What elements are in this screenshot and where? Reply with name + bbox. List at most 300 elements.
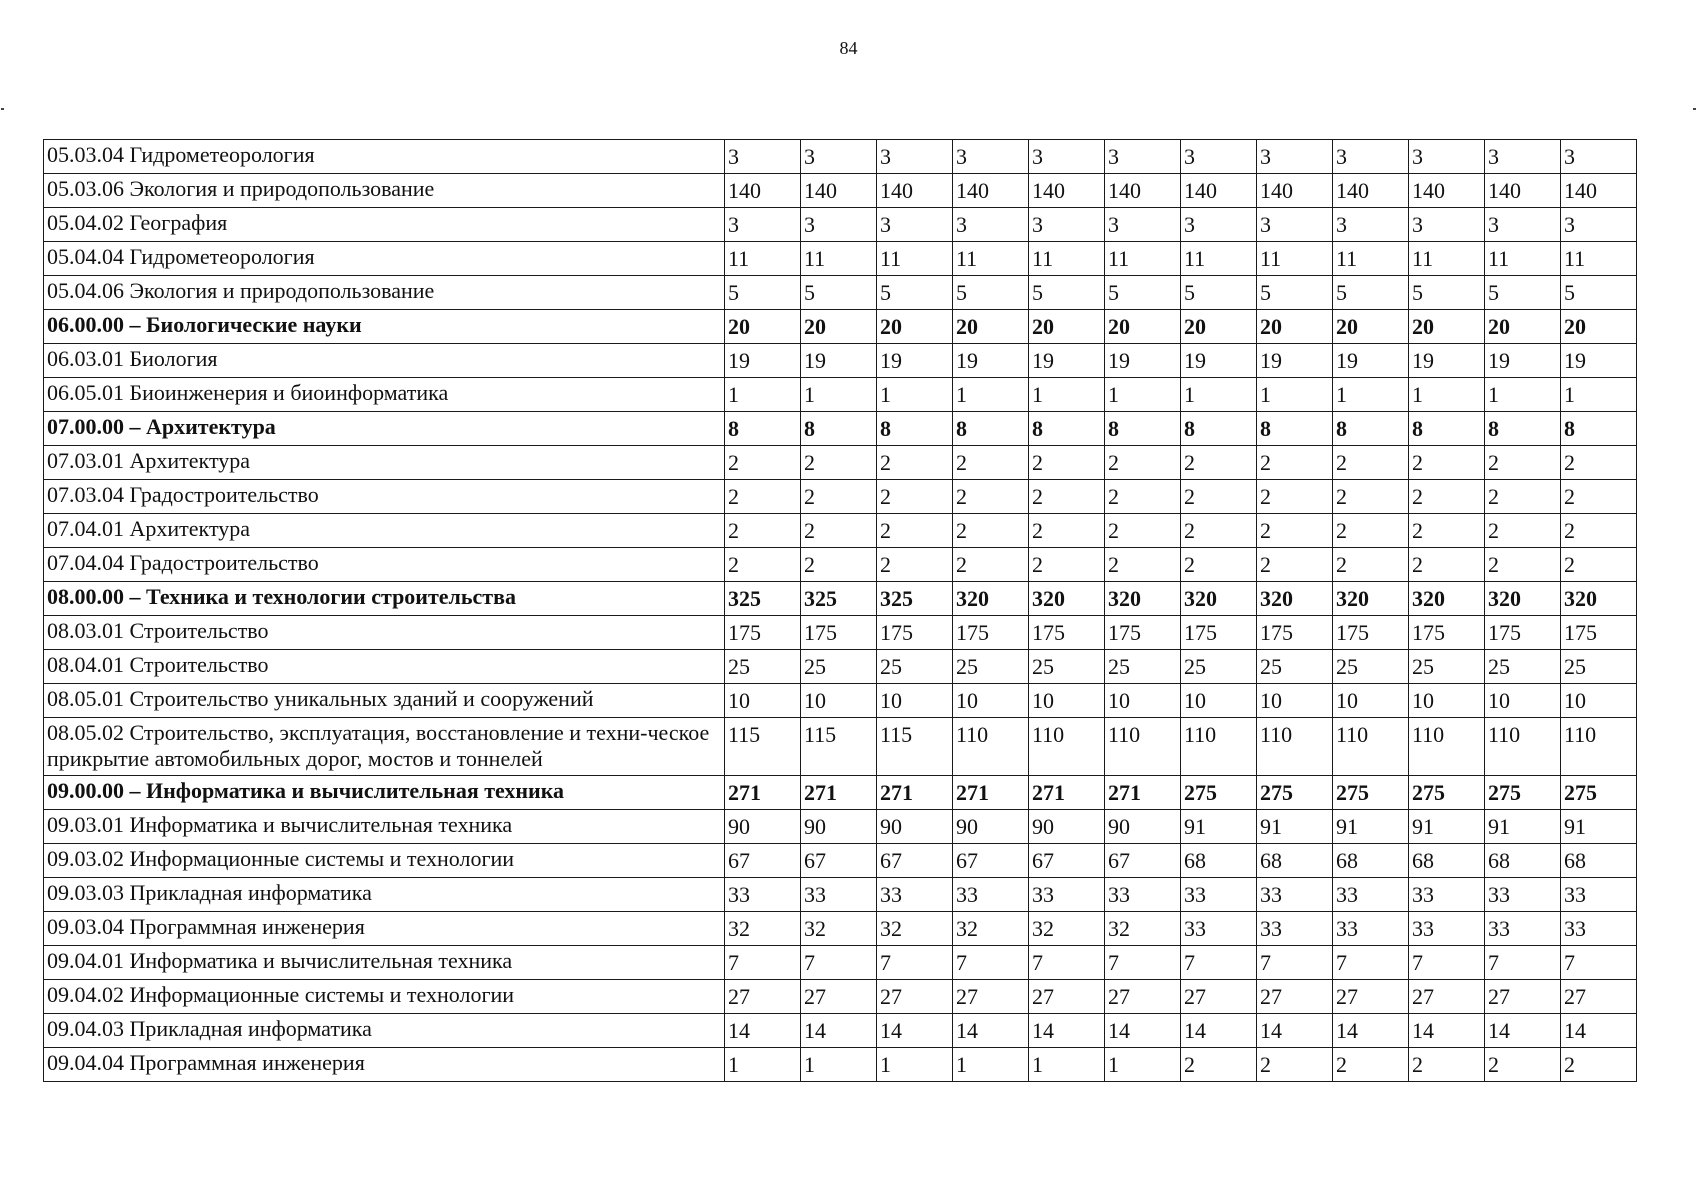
value-cell: 140 [801, 174, 877, 208]
value-cell: 27 [1333, 980, 1409, 1014]
value-cell: 1 [1029, 378, 1105, 412]
value-cell: 10 [877, 684, 953, 718]
value-cell: 175 [1333, 616, 1409, 650]
value-cell: 2 [1257, 480, 1333, 514]
value-cell: 8 [1333, 412, 1409, 446]
specialty-name-cell: 07.03.04 Градостроительство [44, 480, 725, 514]
value-cell: 90 [1105, 810, 1181, 844]
value-cell: 10 [1181, 684, 1257, 718]
value-cell: 33 [1105, 878, 1181, 912]
value-cell: 2 [1409, 446, 1485, 480]
value-cell: 140 [877, 174, 953, 208]
value-cell: 320 [1257, 582, 1333, 616]
value-cell: 275 [1181, 776, 1257, 810]
value-cell: 140 [725, 174, 801, 208]
value-cell: 2 [1561, 1048, 1637, 1082]
value-cell: 2 [1485, 548, 1561, 582]
value-cell: 2 [877, 480, 953, 514]
value-cell: 27 [1105, 980, 1181, 1014]
value-cell: 2 [1029, 514, 1105, 548]
value-cell: 1 [1333, 378, 1409, 412]
value-cell: 32 [725, 912, 801, 946]
value-cell: 2 [1257, 446, 1333, 480]
table-row [44, 810, 1637, 844]
admission-plan-table [43, 139, 1637, 1082]
value-cell: 320 [1105, 582, 1181, 616]
value-cell: 3 [1257, 140, 1333, 174]
value-cell: 2 [725, 480, 801, 514]
value-cell: 110 [1333, 718, 1409, 776]
specialty-name-cell: 07.00.00 – Архитектура [44, 412, 725, 446]
value-cell: 27 [725, 980, 801, 1014]
specialty-name-cell: 06.03.01 Биология [44, 344, 725, 378]
value-cell: 19 [1029, 344, 1105, 378]
value-cell: 3 [1409, 140, 1485, 174]
value-cell: 11 [953, 242, 1029, 276]
value-cell: 175 [1561, 616, 1637, 650]
value-cell: 5 [725, 276, 801, 310]
value-cell: 25 [1257, 650, 1333, 684]
value-cell: 2 [953, 548, 1029, 582]
value-cell: 20 [953, 310, 1029, 344]
value-cell: 14 [953, 1014, 1029, 1048]
value-cell: 20 [1409, 310, 1485, 344]
value-cell: 1 [801, 378, 877, 412]
value-cell: 271 [1105, 776, 1181, 810]
specialty-name-cell: 07.04.04 Градостроительство [44, 548, 725, 582]
value-cell: 90 [1029, 810, 1105, 844]
value-cell: 14 [725, 1014, 801, 1048]
table-row [44, 1014, 1637, 1048]
value-cell: 90 [801, 810, 877, 844]
value-cell: 1 [1105, 378, 1181, 412]
value-cell: 91 [1561, 810, 1637, 844]
value-cell: 7 [1105, 946, 1181, 980]
specialty-name-cell: 08.03.01 Строительство [44, 616, 725, 650]
value-cell: 2 [801, 548, 877, 582]
value-cell: 2 [877, 446, 953, 480]
value-cell: 3 [1105, 208, 1181, 242]
value-cell: 33 [725, 878, 801, 912]
table-row [44, 980, 1637, 1014]
value-cell: 175 [877, 616, 953, 650]
value-cell: 8 [1257, 412, 1333, 446]
value-cell: 20 [801, 310, 877, 344]
value-cell: 19 [1105, 344, 1181, 378]
table-group-row [44, 582, 1637, 616]
value-cell: 8 [1561, 412, 1637, 446]
value-cell: 175 [1181, 616, 1257, 650]
specialty-name-cell: 05.04.02 География [44, 208, 725, 242]
value-cell: 8 [1485, 412, 1561, 446]
value-cell: 5 [1181, 276, 1257, 310]
value-cell: 2 [1181, 446, 1257, 480]
value-cell: 8 [1181, 412, 1257, 446]
specialty-name-cell: 06.00.00 – Биологические науки [44, 310, 725, 344]
value-cell: 10 [1333, 684, 1409, 718]
specialty-name-cell: 05.03.04 Гидрометеорология [44, 140, 725, 174]
table-row [44, 718, 1637, 776]
value-cell: 27 [1485, 980, 1561, 1014]
value-cell: 1 [1029, 1048, 1105, 1082]
value-cell: 14 [877, 1014, 953, 1048]
value-cell: 2 [1105, 548, 1181, 582]
value-cell: 2 [953, 514, 1029, 548]
value-cell: 20 [1029, 310, 1105, 344]
value-cell: 14 [801, 1014, 877, 1048]
table-row [44, 378, 1637, 412]
value-cell: 1 [1257, 378, 1333, 412]
value-cell: 67 [877, 844, 953, 878]
value-cell: 2 [1561, 480, 1637, 514]
value-cell: 110 [1029, 718, 1105, 776]
value-cell: 27 [1561, 980, 1637, 1014]
specialty-name-cell: 06.05.01 Биоинженерия и биоинформатика [44, 378, 725, 412]
value-cell: 27 [1409, 980, 1485, 1014]
specialty-name-cell: 09.03.03 Прикладная информатика [44, 878, 725, 912]
specialty-name-cell: 08.05.02 Строительство, эксплуатация, восстановление и техни-ческое прикрытие автомобильных дорог, мостов и тоннелей [44, 718, 725, 776]
value-cell: 33 [1029, 878, 1105, 912]
value-cell: 25 [1105, 650, 1181, 684]
value-cell: 91 [1257, 810, 1333, 844]
value-cell: 5 [1409, 276, 1485, 310]
value-cell: 1 [725, 378, 801, 412]
value-cell: 10 [725, 684, 801, 718]
value-cell: 3 [801, 208, 877, 242]
value-cell: 3 [1029, 208, 1105, 242]
table-row [44, 912, 1637, 946]
value-cell: 67 [1105, 844, 1181, 878]
value-cell: 91 [1333, 810, 1409, 844]
table-row [44, 276, 1637, 310]
value-cell: 110 [1105, 718, 1181, 776]
table-row [44, 548, 1637, 582]
table-row [44, 174, 1637, 208]
table-row [44, 140, 1637, 174]
value-cell: 67 [1029, 844, 1105, 878]
page-number: 84 [839, 38, 858, 58]
value-cell: 2 [1257, 514, 1333, 548]
value-cell: 33 [1561, 878, 1637, 912]
value-cell: 68 [1409, 844, 1485, 878]
value-cell: 325 [725, 582, 801, 616]
value-cell: 140 [1029, 174, 1105, 208]
value-cell: 11 [1561, 242, 1637, 276]
value-cell: 115 [877, 718, 953, 776]
value-cell: 25 [877, 650, 953, 684]
value-cell: 271 [801, 776, 877, 810]
value-cell: 14 [1561, 1014, 1637, 1048]
value-cell: 1 [801, 1048, 877, 1082]
value-cell: 33 [1485, 912, 1561, 946]
value-cell: 14 [1485, 1014, 1561, 1048]
value-cell: 14 [1181, 1014, 1257, 1048]
value-cell: 20 [725, 310, 801, 344]
value-cell: 175 [953, 616, 1029, 650]
value-cell: 7 [1561, 946, 1637, 980]
value-cell: 32 [877, 912, 953, 946]
table-row [44, 684, 1637, 718]
value-cell: 19 [1485, 344, 1561, 378]
value-cell: 2 [877, 514, 953, 548]
value-cell: 5 [953, 276, 1029, 310]
value-cell: 91 [1485, 810, 1561, 844]
value-cell: 25 [801, 650, 877, 684]
value-cell: 140 [1257, 174, 1333, 208]
value-cell: 33 [1257, 878, 1333, 912]
value-cell: 68 [1181, 844, 1257, 878]
value-cell: 2 [1333, 446, 1409, 480]
value-cell: 2 [1485, 446, 1561, 480]
value-cell: 271 [1029, 776, 1105, 810]
value-cell: 2 [953, 446, 1029, 480]
specialty-name-cell: 09.03.04 Программная инженерия [44, 912, 725, 946]
value-cell: 1 [953, 1048, 1029, 1082]
specialty-name-cell: 05.04.04 Гидрометеорология [44, 242, 725, 276]
value-cell: 325 [877, 582, 953, 616]
value-cell: 2 [1485, 1048, 1561, 1082]
value-cell: 7 [1485, 946, 1561, 980]
value-cell: 5 [1029, 276, 1105, 310]
table-row [44, 650, 1637, 684]
value-cell: 10 [1485, 684, 1561, 718]
specialty-name-cell: 09.04.03 Прикладная информатика [44, 1014, 725, 1048]
table-row [44, 480, 1637, 514]
specialty-name-cell: 08.00.00 – Техника и технологии строительства [44, 582, 725, 616]
value-cell: 25 [1333, 650, 1409, 684]
value-cell: 115 [801, 718, 877, 776]
value-cell: 3 [801, 140, 877, 174]
value-cell: 320 [1561, 582, 1637, 616]
value-cell: 2 [801, 446, 877, 480]
value-cell: 11 [1485, 242, 1561, 276]
table-group-row [44, 310, 1637, 344]
value-cell: 2 [1485, 514, 1561, 548]
value-cell: 3 [877, 140, 953, 174]
value-cell: 10 [953, 684, 1029, 718]
value-cell: 19 [1181, 344, 1257, 378]
table-row [44, 344, 1637, 378]
value-cell: 110 [1485, 718, 1561, 776]
value-cell: 2 [725, 514, 801, 548]
value-cell: 5 [1105, 276, 1181, 310]
value-cell: 2 [1029, 480, 1105, 514]
value-cell: 1 [877, 378, 953, 412]
value-cell: 10 [801, 684, 877, 718]
value-cell: 19 [877, 344, 953, 378]
value-cell: 33 [1409, 878, 1485, 912]
value-cell: 19 [1333, 344, 1409, 378]
value-cell: 1 [877, 1048, 953, 1082]
value-cell: 25 [1561, 650, 1637, 684]
value-cell: 11 [1105, 242, 1181, 276]
value-cell: 2 [1029, 548, 1105, 582]
value-cell: 27 [1029, 980, 1105, 1014]
value-cell: 3 [1029, 140, 1105, 174]
value-cell: 1 [1409, 378, 1485, 412]
value-cell: 33 [1333, 878, 1409, 912]
value-cell: 7 [1029, 946, 1105, 980]
value-cell: 2 [1561, 446, 1637, 480]
table-row [44, 878, 1637, 912]
value-cell: 20 [877, 310, 953, 344]
value-cell: 320 [1333, 582, 1409, 616]
value-cell: 8 [953, 412, 1029, 446]
value-cell: 90 [877, 810, 953, 844]
value-cell: 67 [725, 844, 801, 878]
table-row [44, 1048, 1637, 1082]
value-cell: 2 [1333, 1048, 1409, 1082]
value-cell: 320 [953, 582, 1029, 616]
value-cell: 20 [1485, 310, 1561, 344]
value-cell: 140 [1409, 174, 1485, 208]
value-cell: 275 [1257, 776, 1333, 810]
value-cell: 20 [1105, 310, 1181, 344]
value-cell: 7 [1409, 946, 1485, 980]
value-cell: 1 [1485, 378, 1561, 412]
value-cell: 2 [877, 548, 953, 582]
value-cell: 2 [1561, 514, 1637, 548]
value-cell: 68 [1561, 844, 1637, 878]
value-cell: 19 [725, 344, 801, 378]
specialty-name-cell: 09.03.01 Информатика и вычислительная техника [44, 810, 725, 844]
value-cell: 2 [953, 480, 1029, 514]
value-cell: 8 [877, 412, 953, 446]
value-cell: 275 [1409, 776, 1485, 810]
value-cell: 175 [1409, 616, 1485, 650]
value-cell: 8 [1409, 412, 1485, 446]
specialty-name-cell: 09.04.02 Информационные системы и технологии [44, 980, 725, 1014]
value-cell: 27 [801, 980, 877, 1014]
value-cell: 320 [1485, 582, 1561, 616]
value-cell: 14 [1333, 1014, 1409, 1048]
value-cell: 33 [1181, 912, 1257, 946]
value-cell: 20 [1561, 310, 1637, 344]
value-cell: 3 [725, 208, 801, 242]
value-cell: 7 [1181, 946, 1257, 980]
value-cell: 325 [801, 582, 877, 616]
value-cell: 8 [801, 412, 877, 446]
value-cell: 2 [1333, 514, 1409, 548]
scan-edge-mark-left [1, 108, 4, 110]
value-cell: 3 [1105, 140, 1181, 174]
value-cell: 2 [1409, 548, 1485, 582]
value-cell: 1 [725, 1048, 801, 1082]
value-cell: 5 [1485, 276, 1561, 310]
value-cell: 27 [1257, 980, 1333, 1014]
value-cell: 25 [1181, 650, 1257, 684]
value-cell: 11 [1029, 242, 1105, 276]
value-cell: 32 [953, 912, 1029, 946]
value-cell: 7 [725, 946, 801, 980]
value-cell: 2 [725, 446, 801, 480]
value-cell: 5 [1333, 276, 1409, 310]
specialty-name-cell: 08.05.01 Строительство уникальных зданий и сооружений [44, 684, 725, 718]
value-cell: 20 [1333, 310, 1409, 344]
specialty-name-cell: 07.04.01 Архитектура [44, 514, 725, 548]
value-cell: 32 [801, 912, 877, 946]
value-cell: 25 [725, 650, 801, 684]
value-cell: 175 [1105, 616, 1181, 650]
value-cell: 2 [1485, 480, 1561, 514]
value-cell: 1 [953, 378, 1029, 412]
value-cell: 110 [1561, 718, 1637, 776]
value-cell: 14 [1409, 1014, 1485, 1048]
value-cell: 2 [1181, 548, 1257, 582]
value-cell: 2 [1409, 480, 1485, 514]
value-cell: 140 [1181, 174, 1257, 208]
value-cell: 67 [953, 844, 1029, 878]
table-row [44, 514, 1637, 548]
value-cell: 115 [725, 718, 801, 776]
value-cell: 275 [1333, 776, 1409, 810]
value-cell: 175 [801, 616, 877, 650]
table-row [44, 208, 1637, 242]
value-cell: 1 [1561, 378, 1637, 412]
value-cell: 7 [953, 946, 1029, 980]
value-cell: 110 [1257, 718, 1333, 776]
value-cell: 2 [1105, 480, 1181, 514]
value-cell: 33 [1561, 912, 1637, 946]
value-cell: 2 [1105, 446, 1181, 480]
value-cell: 27 [1181, 980, 1257, 1014]
value-cell: 3 [1561, 208, 1637, 242]
value-cell: 110 [953, 718, 1029, 776]
value-cell: 25 [1485, 650, 1561, 684]
value-cell: 90 [953, 810, 1029, 844]
value-cell: 20 [1181, 310, 1257, 344]
value-cell: 3 [1333, 140, 1409, 174]
value-cell: 32 [1029, 912, 1105, 946]
value-cell: 68 [1257, 844, 1333, 878]
value-cell: 33 [1485, 878, 1561, 912]
specialty-name-cell: 09.00.00 – Информатика и вычислительная техника [44, 776, 725, 810]
value-cell: 2 [1257, 1048, 1333, 1082]
specialty-name-cell: 05.03.06 Экология и природопользование [44, 174, 725, 208]
value-cell: 7 [1257, 946, 1333, 980]
specialty-name-cell: 09.03.02 Информационные системы и технологии [44, 844, 725, 878]
value-cell: 10 [1257, 684, 1333, 718]
value-cell: 320 [1409, 582, 1485, 616]
value-cell: 14 [1029, 1014, 1105, 1048]
specialty-name-cell: 07.03.01 Архитектура [44, 446, 725, 480]
table-group-row [44, 412, 1637, 446]
value-cell: 271 [877, 776, 953, 810]
value-cell: 20 [1257, 310, 1333, 344]
table-row [44, 242, 1637, 276]
value-cell: 7 [1333, 946, 1409, 980]
value-cell: 11 [1333, 242, 1409, 276]
specialty-name-cell: 09.04.01 Информатика и вычислительная техника [44, 946, 725, 980]
value-cell: 3 [1409, 208, 1485, 242]
value-cell: 10 [1105, 684, 1181, 718]
value-cell: 10 [1561, 684, 1637, 718]
value-cell: 27 [877, 980, 953, 1014]
table-row [44, 946, 1637, 980]
value-cell: 25 [953, 650, 1029, 684]
value-cell: 11 [801, 242, 877, 276]
table-body [44, 140, 1637, 1082]
value-cell: 3 [1181, 140, 1257, 174]
value-cell: 8 [725, 412, 801, 446]
value-cell: 14 [1257, 1014, 1333, 1048]
value-cell: 140 [953, 174, 1029, 208]
value-cell: 68 [1333, 844, 1409, 878]
value-cell: 2 [1409, 514, 1485, 548]
value-cell: 33 [1333, 912, 1409, 946]
value-cell: 25 [1409, 650, 1485, 684]
specialty-name-cell: 05.04.06 Экология и природопользование [44, 276, 725, 310]
